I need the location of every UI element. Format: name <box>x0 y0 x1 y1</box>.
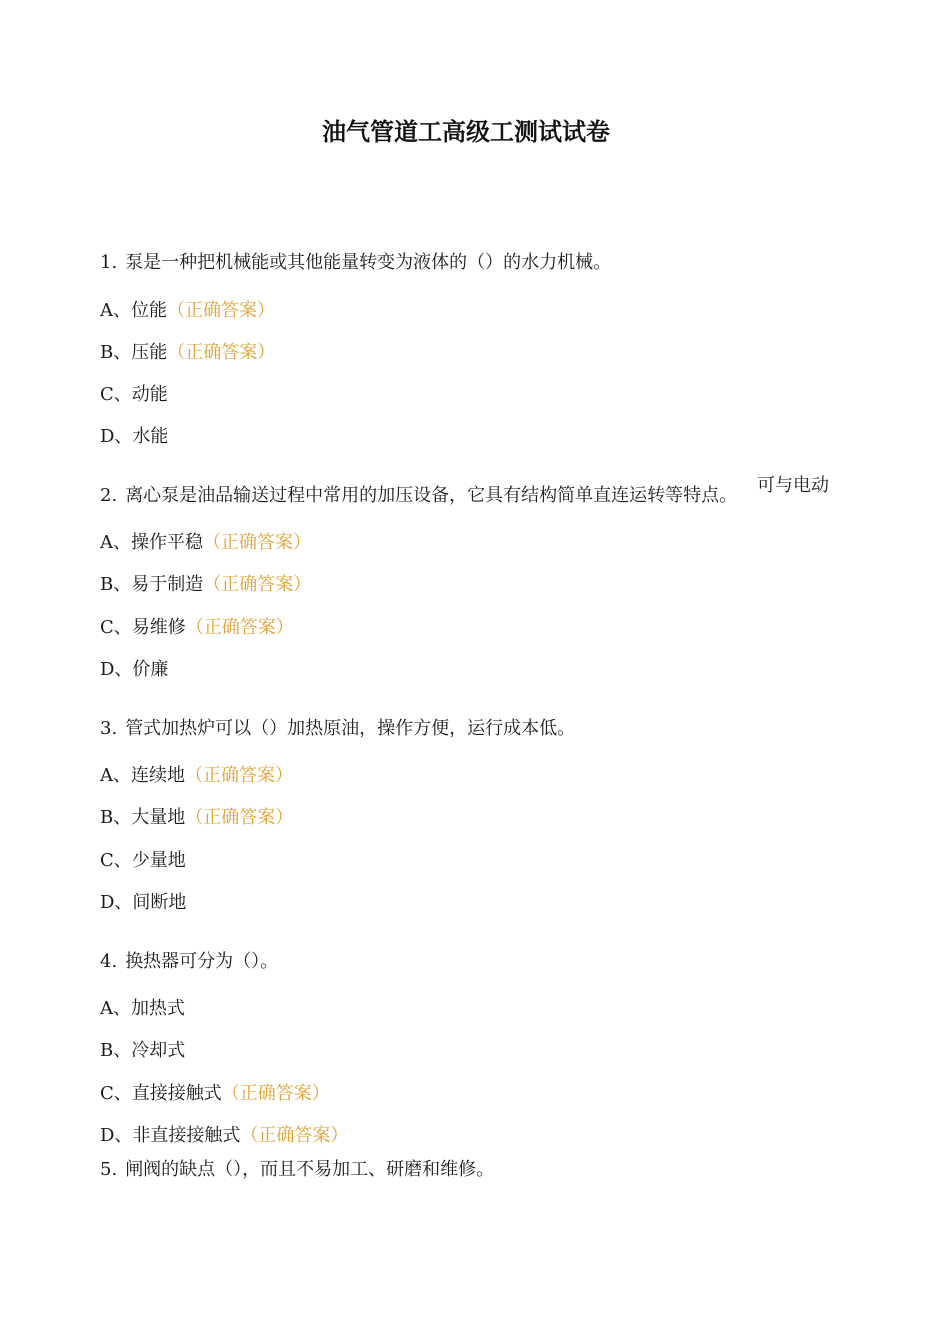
correct-answer-mark: （正确答案） <box>240 1125 349 1146</box>
correct-answer-mark: （正确答案） <box>167 300 275 321</box>
option-label: C、直接接触式 <box>100 1083 222 1104</box>
option-3c <box>100 848 186 874</box>
option-1a <box>100 298 275 324</box>
option-label: D、非直接接触式 <box>100 1125 241 1146</box>
option-1d <box>100 424 168 450</box>
option-label: B、易于制造 <box>100 574 204 595</box>
question-text: 闸阀的缺点（），而且不易加工、研磨和维修。 <box>125 1159 495 1180</box>
option-2d <box>100 657 168 683</box>
question-3 <box>100 716 575 742</box>
question-text: 管式加热炉可以（）加热原油，操作方便，运行成本低。 <box>125 718 576 739</box>
option-3a <box>100 763 293 789</box>
correct-answer-mark: （正确答案） <box>185 617 294 638</box>
question-number: 3. <box>100 718 118 739</box>
overlapping-text: 可与电动 <box>757 475 829 496</box>
option-label: B、压能 <box>100 342 168 363</box>
question-text: 离心泵是油品输送过程中常用的加压设备，它具有结构简单直连运转等特点。 <box>125 485 738 506</box>
correct-answer-mark: （正确答案） <box>185 765 293 786</box>
page-title: 油气管道工高级工测试试卷 <box>322 118 610 146</box>
option-label: A、位能 <box>100 300 167 321</box>
option-1b <box>100 340 275 366</box>
option-label: C、动能 <box>100 384 168 405</box>
option-2b <box>100 572 311 598</box>
question-number: 1. <box>100 252 118 273</box>
option-label: B、大量地 <box>100 807 186 828</box>
option-3d <box>100 890 186 916</box>
option-label: D、水能 <box>100 426 169 447</box>
correct-answer-mark: （正确答案） <box>221 1083 330 1104</box>
question-number: 4. <box>100 951 118 972</box>
correct-answer-mark: （正确答案） <box>185 807 294 828</box>
option-4a <box>100 996 185 1022</box>
question-2 <box>100 483 737 509</box>
option-1c <box>100 382 168 408</box>
option-label: A、操作平稳 <box>100 532 203 553</box>
option-label: B、冷却式 <box>100 1040 186 1061</box>
option-4d <box>100 1123 348 1149</box>
option-label: D、价廉 <box>100 659 169 680</box>
question-number: 5. <box>100 1159 118 1180</box>
question-5 <box>100 1157 494 1183</box>
option-2a <box>100 530 311 556</box>
option-label: C、易维修 <box>100 617 186 638</box>
option-label: D、间断地 <box>100 892 187 913</box>
option-2c <box>100 615 294 641</box>
question-text: 泵是一种把机械能或其他能量转变为液体的（）的水力机械。 <box>125 252 612 273</box>
correct-answer-mark: （正确答案） <box>203 574 312 595</box>
option-4c <box>100 1081 330 1107</box>
option-label: A、加热式 <box>100 998 185 1019</box>
question-1 <box>100 250 611 276</box>
option-label: C、少量地 <box>100 850 186 871</box>
correct-answer-mark: （正确答案） <box>203 532 311 553</box>
option-label: A、连续地 <box>100 765 185 786</box>
question-number: 2. <box>100 485 118 506</box>
question-4 <box>100 949 278 975</box>
correct-answer-mark: （正确答案） <box>167 342 276 363</box>
question-text: 换热器可分为（）。 <box>125 951 279 972</box>
option-3b <box>100 805 293 831</box>
option-4b <box>100 1038 185 1064</box>
